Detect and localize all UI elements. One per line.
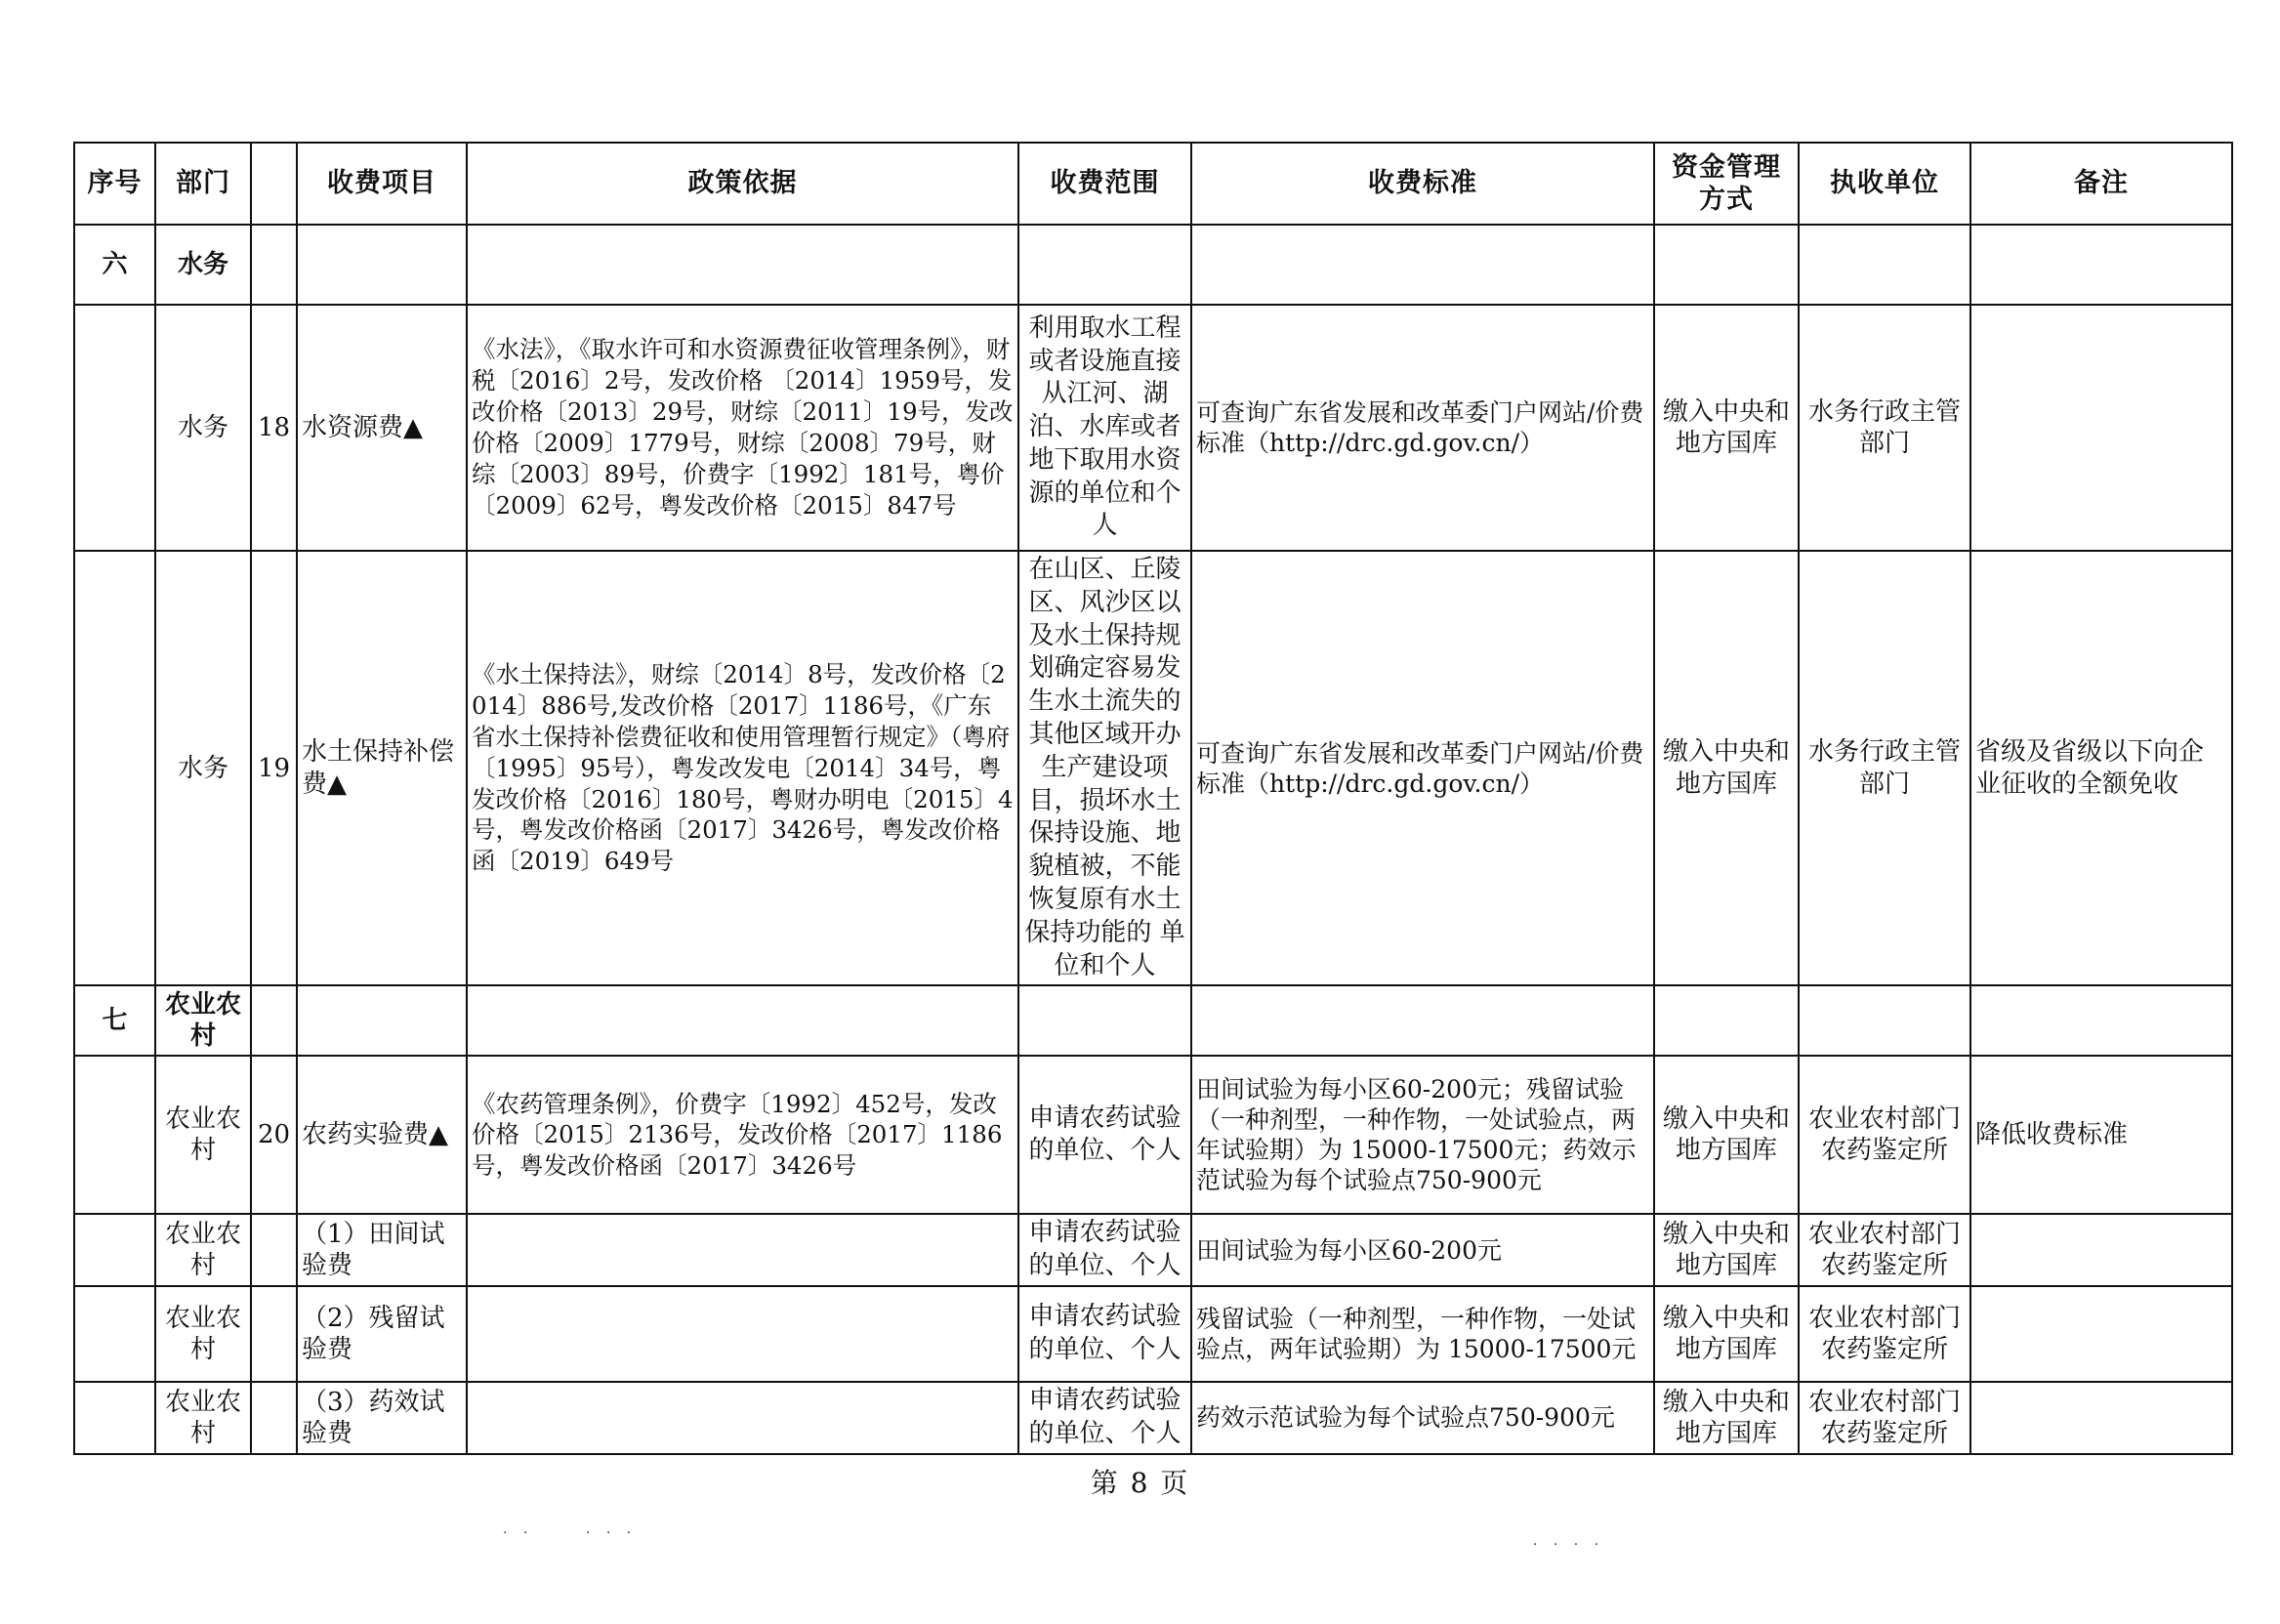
section-seq: 七 [74,985,155,1056]
empty-cell [251,1286,297,1382]
section-dept: 农业农村 [155,985,251,1056]
dept-cell: 农业农村 [155,1286,251,1382]
unit-cell: 农业农村部门农药鉴定所 [1799,1382,1970,1454]
item-cell: （1）田间试验费 [297,1214,467,1286]
dept-cell: 水务 [155,305,251,551]
remark-cell: 省级及省级以下向企业征收的全额免收 [1970,551,2232,985]
standard-cell: 可查询广东省发展和改革委门户网站/价费标准（http://drc.gd.gov.cn/） [1191,305,1654,551]
empty-cell [1799,985,1970,1056]
item-cell: 农药实验费▲ [297,1056,467,1214]
empty-cell [74,1056,155,1214]
section-seq: 六 [74,225,155,305]
empty-cell [251,225,297,305]
section-row [74,225,2232,305]
policy-cell: 《农药管理条例》，价费字〔1992〕452号，发改价格〔2015〕2136号，发改价格〔2017〕1186号，粤发改价格函〔2017〕3426号 [467,1056,1018,1214]
empty-cell [1970,1382,2232,1454]
item-cell: 水土保持补偿费▲ [297,551,467,985]
empty-cell [297,985,467,1056]
scan-artifact: · · [503,1525,534,1541]
empty-cell [1191,225,1654,305]
number-cell: 19 [251,551,297,985]
empty-cell [74,305,155,551]
header-remark: 备注 [1970,143,2232,225]
header-row [74,143,2232,225]
empty-cell [1970,225,2232,305]
policy-cell: 《水土保持法》，财综〔2014〕8号，发改价格〔2014〕886号,发改价格〔2017〕1186号，《广东省水土保持补偿费征收和使用管理暂行规定》（粤府〔1995〕95号），粤发改发电〔2014〕34号，粤发改价格〔2016〕180号，粤财办明电〔2015〕4号，粤发改价格函〔2017〕3426号，粤发改价格函〔2019〕649号 [467,551,1018,985]
scope-cell: 在山区、丘陵区、风沙区以及水土保持规划确定容易发生水土流失的其他区域开办生产建设项目，损坏水土保持设施、地貌植被，不能恢复原有水土保持功能的 单位和个人 [1018,551,1191,985]
fund-cell: 缴入中央和地方国库 [1654,1286,1799,1382]
page-number: 第 8 页 [1090,1467,1190,1499]
empty-cell [297,225,467,305]
dept-cell: 水务 [155,551,251,985]
header-policy: 政策依据 [467,143,1018,225]
standard-cell: 田间试验为每小区60-200元 [1191,1214,1654,1286]
header-fund: 资金管理方式 [1654,143,1799,225]
empty-cell [1654,225,1799,305]
empty-cell [74,1382,155,1454]
unit-cell: 水务行政主管部门 [1799,305,1970,551]
empty-cell [467,1382,1018,1454]
number-cell: 20 [251,1056,297,1214]
fund-cell: 缴入中央和地方国库 [1654,305,1799,551]
table-row [74,305,2232,551]
empty-cell [467,985,1018,1056]
standard-cell: 药效示范试验为每个试验点750-900元 [1191,1382,1654,1454]
empty-cell [1799,225,1970,305]
empty-cell [1970,1286,2232,1382]
table-row [74,1382,2232,1454]
table-row [74,1286,2232,1382]
header-unit: 执收单位 [1799,143,1970,225]
item-cell: 水资源费▲ [297,305,467,551]
empty-cell [467,1214,1018,1286]
unit-cell: 农业农村部门农药鉴定所 [1799,1214,1970,1286]
scan-artifact: · · · · [1533,1537,1605,1553]
dept-cell: 农业农村 [155,1214,251,1286]
fund-cell: 缴入中央和地方国库 [1654,1056,1799,1214]
number-cell: 18 [251,305,297,551]
empty-cell [467,225,1018,305]
empty-cell [1191,985,1654,1056]
standard-cell: 可查询广东省发展和改革委门户网站/价费标准（http://drc.gd.gov.cn/） [1191,551,1654,985]
table-row [74,1214,2232,1286]
header-standard: 收费标准 [1191,143,1654,225]
fee-table [73,142,2233,1455]
empty-cell [1654,985,1799,1056]
item-cell: （3）药效试验费 [297,1382,467,1454]
item-cell: （2）残留试验费 [297,1286,467,1382]
header-num [251,143,297,225]
standard-cell: 田间试验为每小区60-200元；残留试验（一种剂型，一种作物，一处试验点，两年试验期）为 15000-17500元；药效示范试验为每个试验点750-900元 [1191,1056,1654,1214]
section-dept: 水务 [155,225,251,305]
empty-cell [467,1286,1018,1382]
scope-cell: 申请农药试验的单位、个人 [1018,1214,1191,1286]
empty-cell [1970,985,2232,1056]
remark-cell [1970,305,2232,551]
remark-cell: 降低收费标准 [1970,1056,2232,1214]
empty-cell [1018,225,1191,305]
scope-cell: 申请农药试验的单位、个人 [1018,1286,1191,1382]
empty-cell [251,1214,297,1286]
fund-cell: 缴入中央和地方国库 [1654,1382,1799,1454]
scope-cell: 申请农药试验的单位、个人 [1018,1382,1191,1454]
header-dept: 部门 [155,143,251,225]
scope-cell: 申请农药试验的单位、个人 [1018,1056,1191,1214]
header-seq: 序号 [74,143,155,225]
standard-cell: 残留试验（一种剂型，一种作物，一处试验点，两年试验期）为 15000-17500元 [1191,1286,1654,1382]
unit-cell: 水务行政主管部门 [1799,551,1970,985]
scan-artifact: · · · [586,1525,638,1541]
header-scope: 收费范围 [1018,143,1191,225]
empty-cell [74,1214,155,1286]
empty-cell [251,985,297,1056]
policy-cell: 《水法》，《取水许可和水资源费征收管理条例》，财税〔2016〕2号，发改价格 〔2014〕1959号，发改价格〔2013〕29号，财综〔2011〕19号，发改价格〔2009〕1779号，财综〔2008〕79号，财综〔2003〕89号，价费字〔1992〕181号，粤价〔2009〕62号，粤发改价格〔2015〕847号 [467,305,1018,551]
empty-cell [74,551,155,985]
fund-cell: 缴入中央和地方国库 [1654,1214,1799,1286]
header-item: 收费项目 [297,143,467,225]
empty-cell [74,1286,155,1382]
section-row [74,985,2232,1056]
empty-cell [1018,985,1191,1056]
table-row [74,551,2232,985]
empty-cell [1970,1214,2232,1286]
empty-cell [251,1382,297,1454]
dept-cell: 农业农村 [155,1382,251,1454]
fund-cell: 缴入中央和地方国库 [1654,551,1799,985]
dept-cell: 农业农村 [155,1056,251,1214]
table-row [74,1056,2232,1214]
unit-cell: 农业农村部门农药鉴定所 [1799,1056,1970,1214]
unit-cell: 农业农村部门农药鉴定所 [1799,1286,1970,1382]
scope-cell: 利用取水工程或者设施直接从江河、湖泊、水库或者地下取用水资源的单位和个人 [1018,305,1191,551]
